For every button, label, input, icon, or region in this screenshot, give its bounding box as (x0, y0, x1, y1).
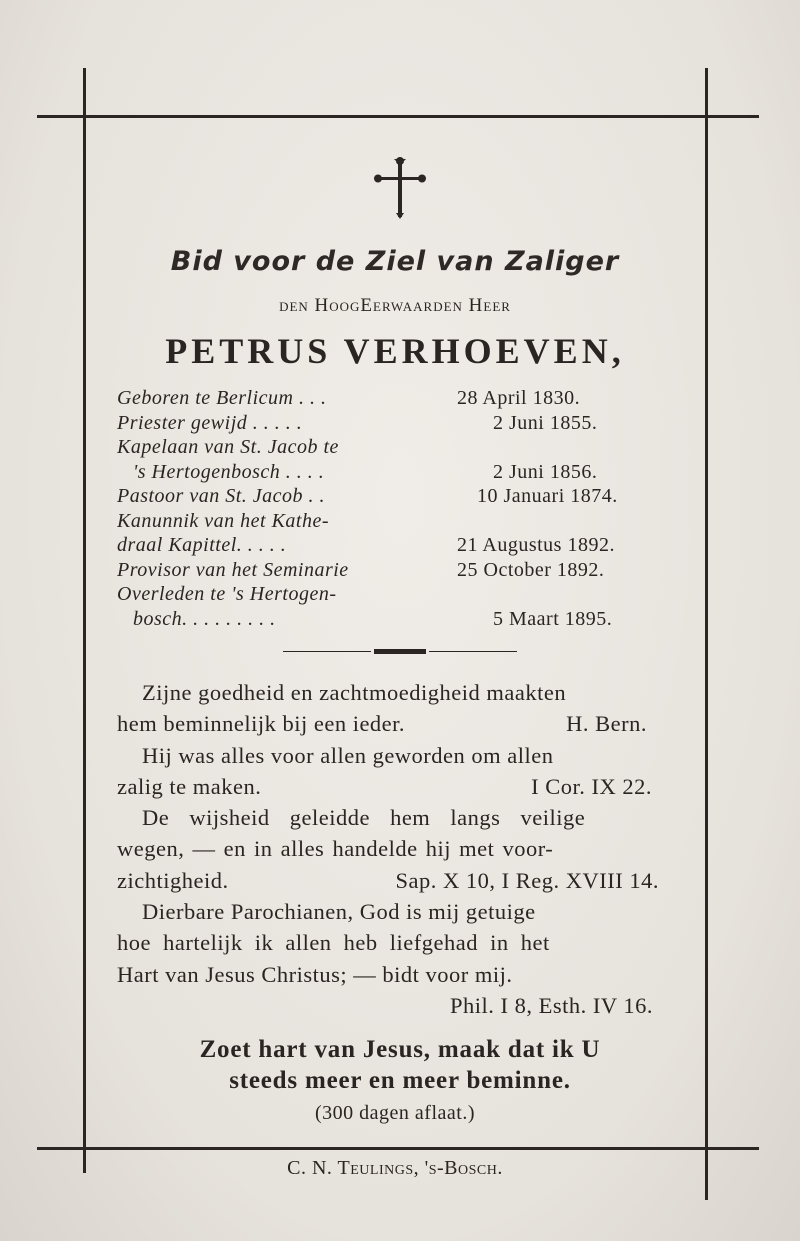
quote-source: Sap. X 10, I Reg. XVIII 14. (395, 867, 659, 893)
quote-text: zichtigheid. (117, 867, 229, 893)
quote-source: I Cor. IX 22. (531, 773, 652, 799)
life-row (117, 386, 687, 411)
quote-source: H. Bern. (566, 711, 647, 737)
quote-line: Zijne goedheid en zachtmoedigheid maakten (142, 680, 567, 705)
life-date (457, 582, 687, 607)
life-date (457, 509, 687, 534)
life-row (117, 558, 687, 583)
life-date: 25 October 1892. (457, 558, 605, 581)
life-label: bosch. . . . . . . . . (133, 607, 276, 630)
life-label: Priester gewijd . . . . . (117, 411, 303, 434)
life-label: Kanunnik van het Kathe- (117, 509, 330, 532)
quote-line: De wijsheid geleidde hem langs veilige (142, 805, 586, 831)
frame-right-line (705, 68, 708, 1200)
life-row (117, 509, 687, 534)
ornamental-divider (283, 647, 517, 657)
indulgence-note: (300 dagen aflaat.) (315, 1102, 475, 1124)
life-label: 's Hertogenbosch . . . . (133, 460, 325, 483)
life-row (117, 411, 687, 436)
deceased-name: PETRUS VERHOEVEN, (165, 331, 625, 371)
life-label: Provisor van het Seminarie (117, 558, 349, 581)
life-date: 2 Juni 1856. (493, 460, 598, 483)
quote-line: Dierbare Parochianen, God is mij getuige (142, 899, 536, 925)
rank-line: den HoogEerwaarden Heer (279, 295, 511, 316)
frame-bottom-line (37, 1147, 759, 1150)
frame-top-line (37, 115, 759, 118)
life-label: draal Kapittel. . . . . (117, 534, 287, 556)
life-date: 2 Juni 1855. (493, 411, 598, 434)
closing-prayer (85, 1034, 715, 1096)
life-events (117, 386, 687, 631)
prayer-line: Zoet hart van Jesus, maak dat ik U (199, 1036, 601, 1063)
life-row (117, 582, 687, 607)
life-row (117, 607, 687, 632)
life-date: 10 Januari 1874. (477, 485, 618, 507)
card-title: Bid voor de Ziel van Zaliger (170, 246, 620, 277)
life-label: Overleden te 's Hertogen- (117, 583, 337, 605)
frame-left-line (83, 68, 86, 1173)
quote-line: hoe hartelijk ik allen heb liefgehad in het (117, 930, 550, 956)
quote-text: zalig te maken. (117, 773, 262, 799)
printer-imprint: C. N. Teulings, 's-Bosch. (287, 1157, 503, 1179)
quote-line: Hart van Jesus Christus; — bidt voor mij. (117, 961, 513, 987)
life-label: Pastoor van St. Jacob . . (117, 485, 326, 507)
life-label: Kapelaan van St. Jacob te (117, 436, 339, 458)
quote-text: hem beminnelijk bij een ieder. (117, 711, 406, 737)
life-date: 21 Augustus 1892. (457, 534, 615, 556)
quote-line: Hij was alles voor allen geworden om allen (142, 742, 554, 768)
quote-line: wegen, — en in alles handelde hij met voor- (117, 836, 554, 862)
life-row (117, 435, 687, 460)
life-label: Geboren te Berlicum . . . (117, 387, 327, 409)
quotations (117, 677, 677, 1021)
life-date (457, 435, 687, 460)
cross-icon (372, 155, 428, 221)
quote-source: Phil. I 8, Esth. IV 16. (450, 992, 653, 1018)
life-row (117, 484, 687, 509)
life-date: 5 Maart 1895. (493, 607, 613, 630)
life-row (117, 460, 687, 485)
life-date: 28 April 1830. (457, 387, 581, 409)
prayer-line: steeds meer en meer beminne. (229, 1067, 571, 1094)
life-row (117, 533, 687, 558)
